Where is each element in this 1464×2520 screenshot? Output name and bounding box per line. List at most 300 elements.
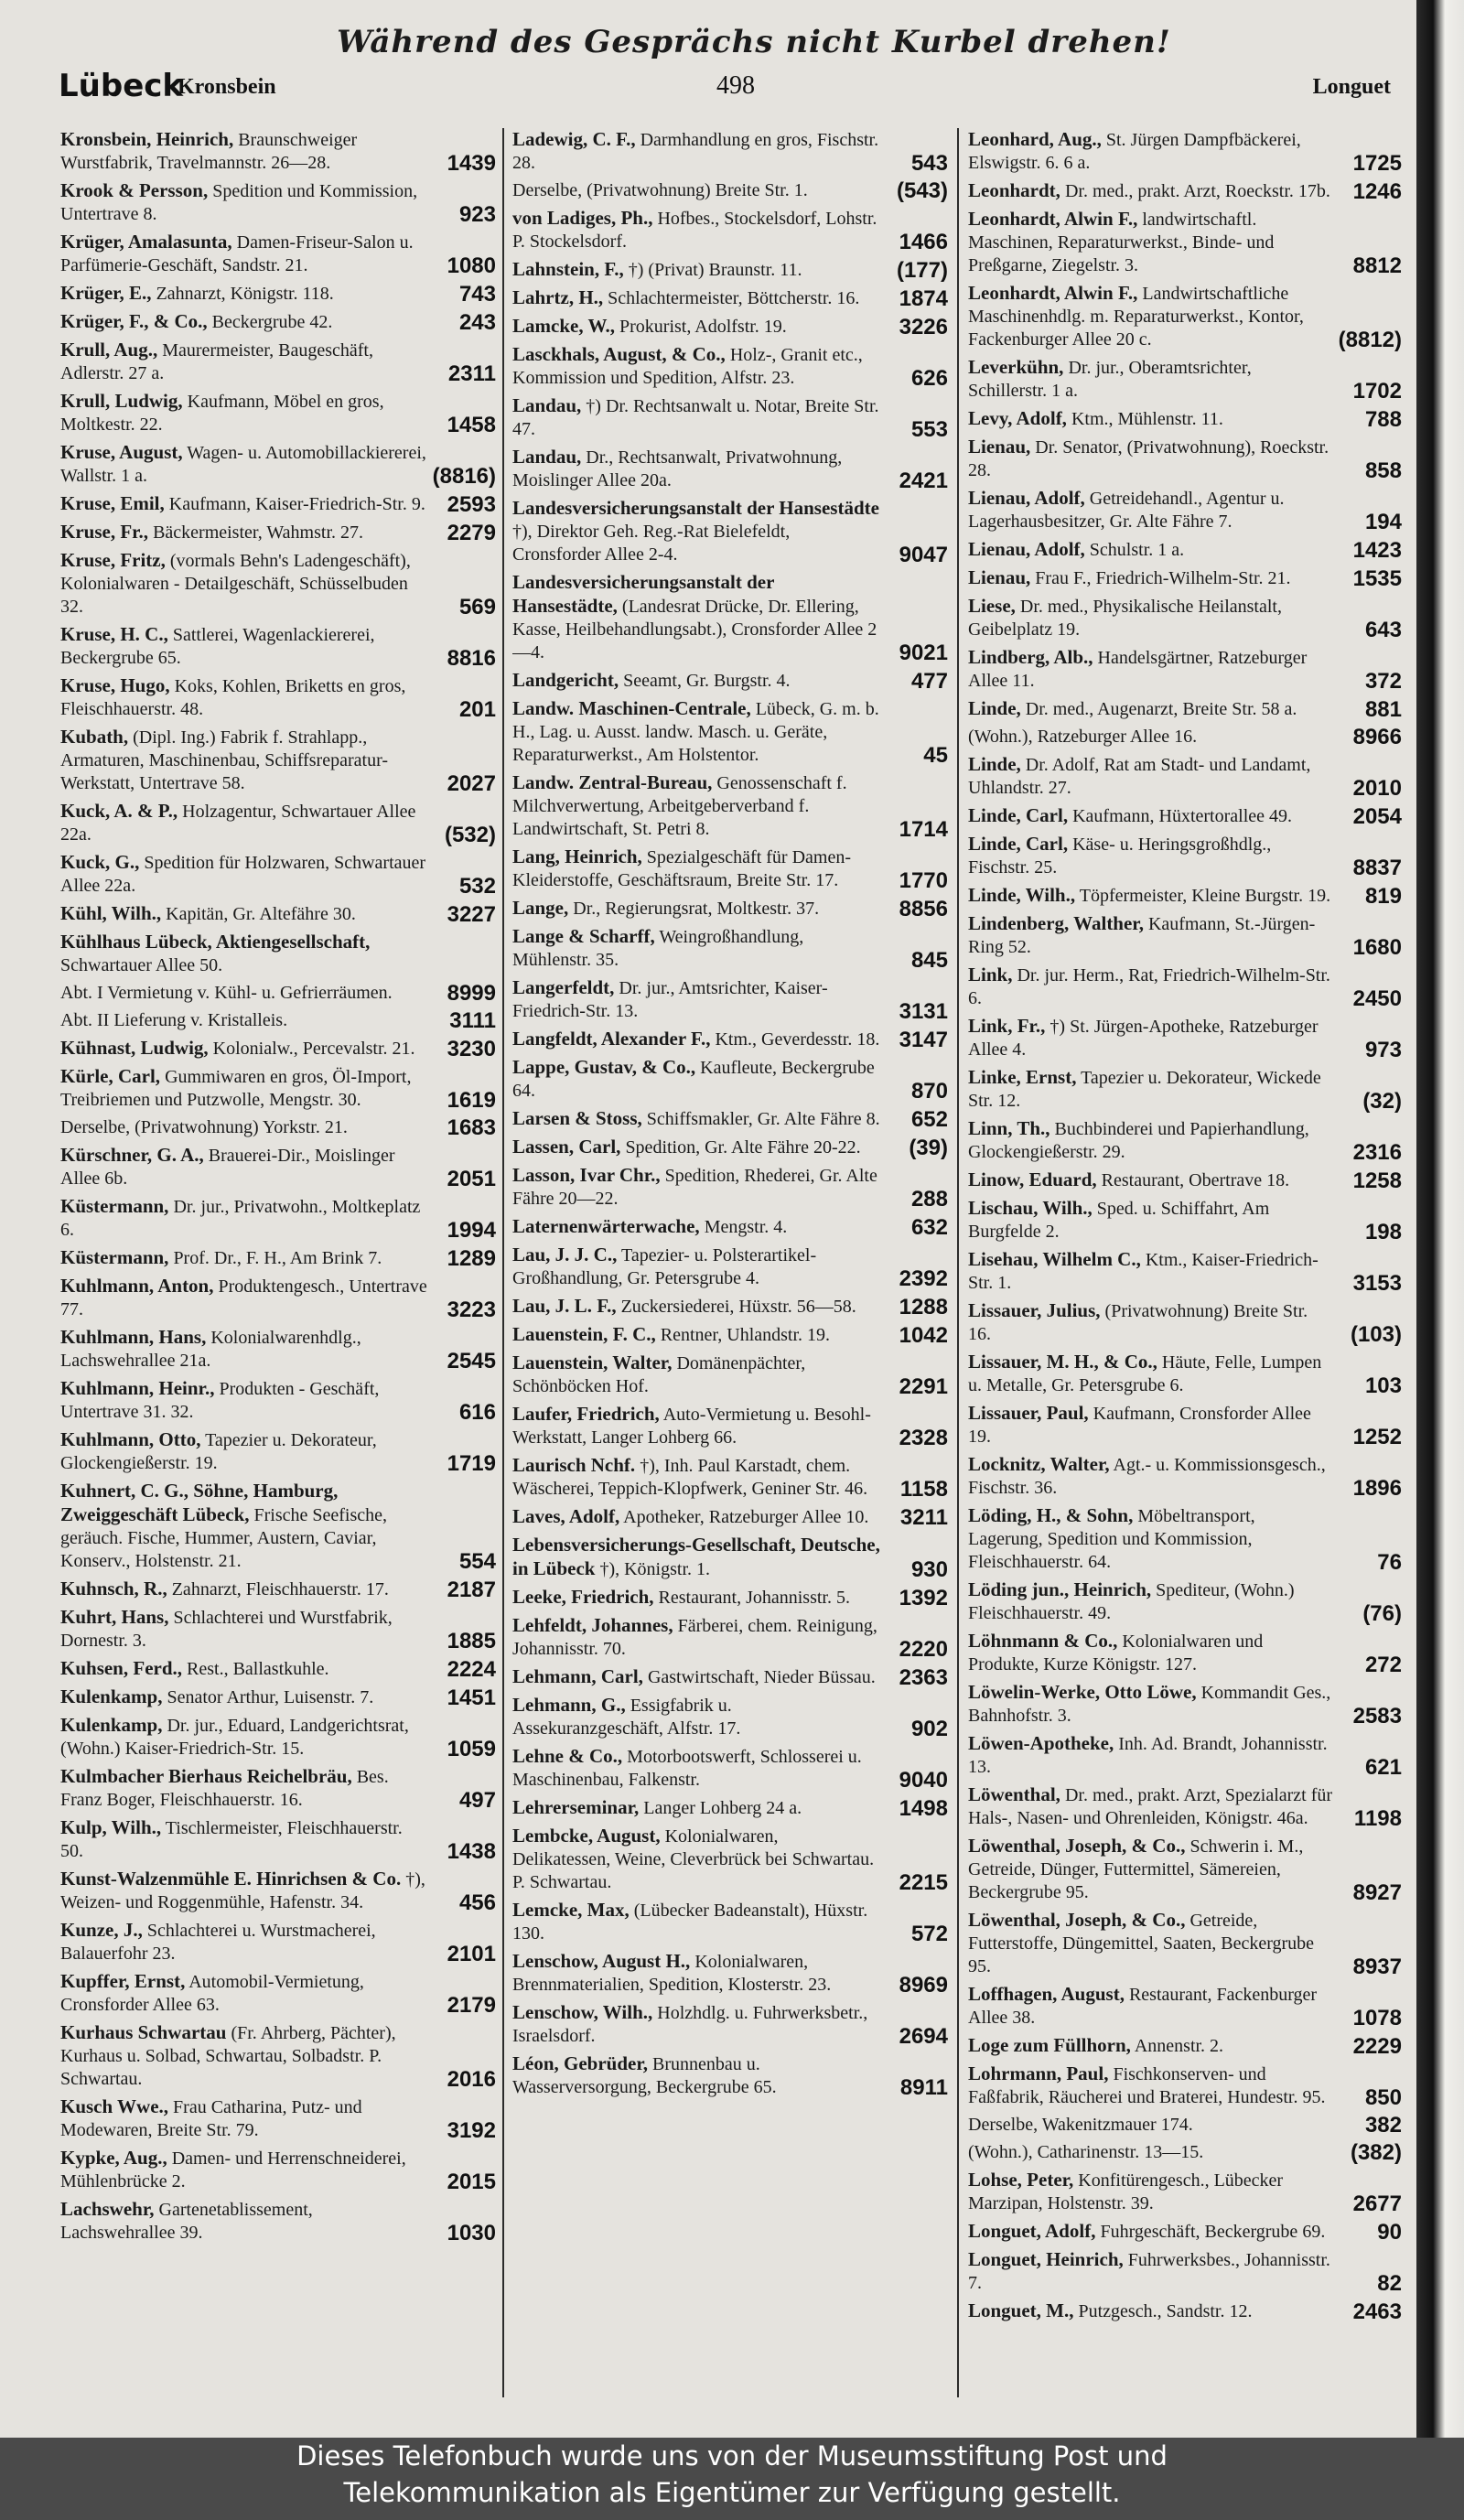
entry-details: Kaufmann, Hüxtertorallee 49. (1072, 806, 1293, 826)
entry-name: Lang, Heinrich, (512, 845, 642, 867)
directory-entry (512, 1136, 948, 1159)
entry-phone-number: 2220 (899, 1637, 948, 1662)
entry-name: Kuck, G., (60, 851, 140, 873)
entry-phone-number: (76) (1362, 1601, 1402, 1626)
entry-details: Seeamt, Gr. Burgstr. 4. (623, 671, 791, 691)
entry-details: Dr. Adolf, Rat am Stadt- und Landamt, Uhlandstr. 27. (968, 755, 1311, 798)
entry-name: Kulenkamp, (60, 1685, 163, 1707)
directory-entry (512, 845, 948, 892)
entry-details: †), Direktor Geh. Reg.-Rat Bielefeldt, Cronsforder Allee 2-4. (512, 522, 791, 565)
entry-details: Lübeck, G. m. b. H., Lag. u. Ausst. landw. Masch. u. Geräte, Reparaturwerkst., Am Holstentor. (512, 699, 879, 765)
directory-entry (968, 912, 1402, 959)
directory-entry (60, 1868, 496, 1914)
directory-entry (512, 128, 948, 175)
entry-details: (Lübecker Badeanstalt), Hüxstr. 130. (512, 1901, 868, 1944)
entry-name: Linde, (968, 753, 1021, 775)
directory-entry (968, 2220, 1402, 2244)
directory-entry (512, 897, 948, 921)
entry-phone-number: 76 (1377, 1550, 1402, 1575)
entry-details: (Dipl. Ing.) Fabrik f. Strahlapp., Armaturen, Maschinenbau, Schiffsreparatur-Werkstatt, Untertrave 58. (60, 727, 388, 793)
entry-name: Linde, Carl, (968, 833, 1069, 855)
directory-entry (60, 1816, 496, 1863)
entry-phone-number: 743 (458, 282, 496, 307)
entry-details: landwirtschaftl. Maschinen, Reparaturwerkst., Binde- und Preßgarne, Ziegelstr. 3. (968, 210, 1275, 275)
directory-entry (968, 2034, 1402, 2058)
directory-entry (60, 390, 496, 436)
directory-entry (60, 1765, 496, 1812)
directory-entry (968, 1681, 1402, 1728)
entry-name: Krook & Persson, (60, 179, 209, 201)
entry-phone-number: 45 (923, 743, 948, 768)
entry-phone-number: 82 (1377, 2271, 1402, 2296)
entry-phone-number: 850 (1364, 2085, 1402, 2110)
entry-name: Lappe, Gustav, & Co., (512, 1056, 696, 1078)
entry-name: Krüger, Amalasunta, (60, 231, 232, 253)
entry-phone-number: 1466 (899, 230, 948, 254)
entry-name: Linde, (968, 697, 1021, 719)
entry-details: Frau Catharina, Putz- und Modewaren, Breite Str. 79. (60, 2097, 362, 2140)
entry-name: Lehfeldt, Johannes, (512, 1614, 673, 1636)
entry-phone-number: 902 (910, 1717, 948, 1741)
entry-name: Kulp, Wilh., (60, 1816, 162, 1838)
directory-entry (512, 1028, 948, 1051)
entry-name: Linow, Eduard, (968, 1168, 1097, 1190)
entry-details: Prokurist, Adolfstr. 19. (619, 317, 787, 337)
entry-details: Hofbes., Stockelsdorf, Lohstr. P. Stockelsdorf. (512, 209, 877, 252)
directory-entry (512, 497, 948, 566)
entry-phone-number: 2279 (447, 521, 496, 545)
directory-entry (968, 884, 1402, 908)
directory-entry (968, 128, 1402, 175)
last-entry-guide-word: Longuet (1312, 75, 1391, 99)
entry-name: Kruse, Fritz, (60, 549, 166, 571)
entry-name: Leeke, Friedrich, (512, 1586, 654, 1608)
entry-name: Leonhardt, (968, 179, 1060, 201)
entry-phone-number: 2291 (899, 1374, 948, 1399)
entry-details: Restaurant, Obertrave 18. (1101, 1170, 1290, 1190)
entry-phone-number: 9021 (899, 641, 948, 665)
entry-phone-number: 3192 (447, 2118, 496, 2143)
entry-name: Longuet, Adolf, (968, 2220, 1096, 2242)
entry-details: Spedition und Kommission, Untertrave 8. (60, 181, 418, 224)
entry-details: Kaufmann, St.-Jürgen-Ring 52. (968, 914, 1316, 957)
entry-name: Kuhlmann, Anton, (60, 1275, 214, 1297)
entry-phone-number: 1042 (899, 1323, 948, 1348)
entry-details: Dr. med., prakt. Arzt, Roeckstr. 17b. (1064, 181, 1330, 201)
entry-details: Koks, Kohlen, Briketts en gros, Fleischhauerstr. 48. (60, 676, 406, 719)
entry-phone-number: 1498 (899, 1796, 948, 1821)
directory-entry (968, 1299, 1402, 1346)
directory-entry (60, 1009, 496, 1032)
entry-name: Lohse, Peter, (968, 2169, 1074, 2191)
entry-name: Landgericht, (512, 669, 619, 691)
entry-name: Kronsbein, Heinrich, (60, 128, 234, 150)
entry-phone-number: 8937 (1352, 1955, 1402, 1979)
page-number: 498 (716, 71, 755, 100)
directory-entry (968, 566, 1402, 590)
book-spine-edge (1416, 0, 1464, 2438)
entry-details: Restaurant, Johannisstr. 5. (658, 1588, 850, 1608)
directory-entry (512, 315, 948, 339)
directory-entry (512, 1586, 948, 1610)
directory-entry (512, 925, 948, 972)
entry-details: Dr. jur., Privatwohn., Moltkeplatz 6. (60, 1197, 421, 1240)
entry-name: Kypke, Aug., (60, 2147, 167, 2169)
entry-details: Kolonialwarenhdlg., Lachswehrallee 21a. (60, 1328, 361, 1371)
directory-entry (512, 1295, 948, 1319)
entry-details: Tapezier u. Dekorateur, Wickede Str. 12. (968, 1068, 1321, 1111)
entry-details: Spedition für Holzwaren, Schwartauer Allee 22a. (60, 853, 426, 896)
directory-entry (60, 2095, 496, 2142)
directory-entry (60, 521, 496, 544)
entry-details: Rest., Ballastkuhle. (187, 1659, 329, 1679)
entry-details: Dr., Rechtsanwalt, Privatwohnung, Moislinger Allee 20a. (512, 447, 843, 490)
directory-entry (60, 231, 496, 277)
footer-line-1: Dieses Telefonbuch wurde uns von der Museumsstiftung Post und (296, 2440, 1168, 2472)
entry-name: Kruse, Hugo, (60, 674, 170, 696)
entry-name: Lasson, Ivar Chr., (512, 1164, 661, 1186)
entry-details: †), Königstr. 1. (599, 1559, 711, 1579)
directory-entry (968, 1783, 1402, 1830)
directory-entry (512, 1825, 948, 1894)
entry-name: Kurhaus Schwartau (60, 2021, 227, 2043)
entry-phone-number: 2229 (1352, 2034, 1402, 2059)
entry-name: Lamcke, W., (512, 315, 616, 337)
directory-entry (60, 1377, 496, 1424)
entry-phone-number: 819 (1364, 884, 1402, 909)
entry-details: Gummiwaren en gros, Öl-Import, Treibriemen und Putzwolle, Mengstr. 30. (60, 1067, 412, 1110)
entry-details: Schwerin i. M., Getreide, Dünger, Futtermittel, Sämereien, Beckergrube 95. (968, 1836, 1304, 1902)
directory-entry (968, 964, 1402, 1010)
entry-details: Fuhrgeschäft, Beckergrube 69. (1100, 2222, 1326, 2242)
directory-entry (60, 1606, 496, 1653)
entry-name: Lahrtz, H., (512, 286, 604, 308)
entry-details: Kapitän, Gr. Altefähre 30. (166, 904, 356, 924)
entry-name: Lachswehr, (60, 2198, 155, 2220)
entry-details: Spediteur, (Wohn.) Fleischhauerstr. 49. (968, 1580, 1295, 1623)
directory-entry (512, 771, 948, 841)
entry-details: Darmhandlung en gros, Fischstr. 28. (512, 130, 879, 173)
directory-entry (60, 1037, 496, 1061)
entry-name: Krüger, F., & Co., (60, 310, 208, 332)
entry-name: Löwenthal, (968, 1783, 1060, 1805)
entry-phone-number: 8812 (1352, 253, 1402, 278)
entry-phone-number: 1158 (899, 1477, 948, 1502)
directory-entry (60, 128, 496, 175)
directory-entry (60, 1195, 496, 1242)
entry-phone-number: 652 (910, 1107, 948, 1132)
directory-entry (512, 179, 948, 202)
entry-details: Gartenetablissement, Lachswehrallee 39. (60, 2200, 313, 2243)
entry-name: Kubath, (60, 726, 129, 748)
entry-details: Schlachterei u. Wurstmacherei, Balauerfohr 23. (60, 1921, 376, 1964)
entry-details: Dr. med., Augenarzt, Breite Str. 58 a. (1025, 699, 1297, 719)
entry-details: Möbeltransport, Lagerung, Spedition und Kommission, Fleischhauerstr. 64. (968, 1506, 1255, 1572)
directory-entry (968, 1066, 1402, 1113)
entry-name: Loge zum Füllhorn, (968, 2034, 1131, 2056)
entry-details: Buchbinderei und Papierhandlung, Glockengießerstr. 29. (968, 1119, 1309, 1162)
entry-details: Kommandit Ges., Bahnhofstr. 3. (968, 1683, 1331, 1726)
entry-phone-number: 569 (458, 595, 496, 619)
entry-details: Tischlermeister, Fleischhauerstr. 50. (60, 1818, 403, 1861)
entry-details: Restaurant, Fackenburger Allee 38. (968, 1985, 1318, 2028)
directory-entry (60, 1428, 496, 1475)
entry-name: Lehne & Co., (512, 1745, 623, 1767)
directory-entry (60, 1919, 496, 1965)
entry-phone-number: 2179 (447, 1993, 496, 2018)
directory-entry (512, 1323, 948, 1347)
entry-name: Leonhard, Aug., (968, 128, 1102, 150)
entry-details: Maurermeister, Baugeschäft, Adlerstr. 27 a. (60, 340, 373, 383)
directory-entry (60, 931, 496, 977)
entry-phone-number: 8969 (899, 1973, 948, 1998)
entry-phone-number: 198 (1364, 1220, 1402, 1244)
directory-entry (60, 1714, 496, 1761)
entry-phone-number: 1535 (1352, 566, 1402, 591)
directory-entry (968, 1578, 1402, 1625)
directory-entry (968, 2114, 1402, 2137)
entry-details: Holzhdlg. u. Fuhrwerksbetr., Israelsdorf. (512, 2003, 868, 2046)
entry-name: Küstermann, (60, 1195, 169, 1217)
entry-name: Kuhrt, Hans, (60, 1606, 169, 1628)
entry-phone-number: 8816 (447, 646, 496, 671)
entry-phone-number: (382) (1350, 2140, 1402, 2165)
directory-entry (968, 697, 1402, 721)
entry-phone-number: 1885 (447, 1629, 496, 1653)
entry-details: Apotheker, Ratzeburger Allee 10. (623, 1507, 869, 1527)
entry-name: Kuhlmann, Heinr., (60, 1377, 215, 1399)
entry-name: Lissauer, Paul, (968, 1402, 1089, 1424)
entry-details: Inh. Ad. Brandt, Johannisstr. 13. (968, 1734, 1328, 1777)
entry-phone-number: (39) (909, 1136, 948, 1160)
directory-entry (512, 976, 948, 1023)
entry-phone-number: 930 (910, 1557, 948, 1582)
directory-entry (968, 595, 1402, 641)
entry-name: Kuhnsch, R., (60, 1578, 167, 1599)
entry-phone-number: 2583 (1352, 1704, 1402, 1728)
directory-entry (60, 282, 496, 306)
entry-phone-number: 1439 (447, 151, 496, 176)
entry-name: Kruse, August, (60, 441, 183, 463)
entry-phone-number: 3226 (899, 315, 948, 339)
entry-details: Senator Arthur, Luisenstr. 7. (167, 1687, 374, 1707)
entry-details: Schulstr. 1 a. (1089, 540, 1185, 560)
directory-entry (60, 1578, 496, 1601)
entry-name: Langfeldt, Alexander F., (512, 1028, 711, 1050)
entry-name: Lehmann, Carl, (512, 1665, 643, 1687)
entry-details: Spedition, Rhederei, Gr. Alte Fähre 20—22. (512, 1166, 877, 1209)
entry-details: Dr. jur., Oberamtsrichter, Schillerstr. 1 a. (968, 358, 1252, 401)
entry-name: Lauenstein, F. C., (512, 1323, 656, 1345)
directory-entry (512, 2052, 948, 2099)
entry-name: Lauenstein, Walter, (512, 1352, 673, 1373)
entry-phone-number: 2463 (1352, 2299, 1402, 2324)
entry-phone-number: 8999 (447, 981, 496, 1006)
entry-name: Kuhlmann, Hans, (60, 1326, 207, 1348)
directory-entry (512, 697, 948, 767)
entry-details: Fischkonserven- und Faßfabrik, Räucherei und Braterei, Hundestr. 95. (968, 2064, 1326, 2107)
entry-details: Zahnarzt, Königstr. 118. (156, 284, 334, 304)
entry-name: Landw. Zentral-Bureau, (512, 771, 713, 793)
directory-entry (60, 800, 496, 846)
entry-details: Kolonialwaren, Brennmaterialien, Spedition, Klosterstr. 23. (512, 1952, 832, 1995)
entry-details: Damen-Friseur-Salon u. Parfümerie-Geschäft, Sandstr. 21. (60, 232, 414, 275)
directory-entry (512, 1745, 948, 1792)
directory-entry (968, 487, 1402, 533)
entry-phone-number: 2054 (1352, 804, 1402, 829)
entry-name: Landw. Maschinen-Centrale, (512, 697, 751, 719)
entry-details: (Fr. Ahrberg, Pächter), Kurhaus u. Solbad, Schwartau, Solbadstr. P. Schwartau. (60, 2023, 396, 2089)
directory-entry (512, 1694, 948, 1740)
entry-details: Brauerei-Dir., Moislinger Allee 6b. (60, 1146, 395, 1189)
entry-name: Leonhardt, Alwin F., (968, 208, 1138, 230)
entry-phone-number: 194 (1364, 510, 1402, 534)
directory-entry (60, 902, 496, 926)
entry-phone-number: 372 (1364, 669, 1402, 694)
directory-entry (60, 982, 496, 1005)
entry-phone-number: 90 (1377, 2220, 1402, 2245)
entry-name: Kupffer, Ernst, (60, 1970, 186, 1992)
directory-entry (512, 286, 948, 310)
entry-name: Kruse, Emil, (60, 492, 165, 514)
directory-entry (512, 343, 948, 390)
entry-name: Liese, (968, 595, 1016, 617)
directory-entry (512, 1950, 948, 1997)
entry-phone-number: 2051 (447, 1167, 496, 1191)
entry-name: Kuck, A. & P., (60, 800, 178, 822)
entry-name: Lange & Scharff, (512, 925, 655, 947)
entry-name: Lasckhals, August, & Co., (512, 343, 726, 365)
entry-name: Lienau, (968, 566, 1031, 588)
entry-details: Kolonialwaren und Produkte, Kurze Königstr. 127. (968, 1632, 1264, 1675)
page-header (59, 24, 1413, 106)
entry-details: Weingroßhandlung, Mühlenstr. 35. (512, 927, 804, 970)
entry-name: Kulmbacher Bierhaus Reichelbräu, (60, 1765, 352, 1787)
directory-entry (968, 356, 1402, 403)
directory-entry (60, 492, 496, 516)
directory-entry (968, 208, 1402, 277)
entry-phone-number: 2421 (899, 468, 948, 493)
entry-name: Krull, Ludwig, (60, 390, 183, 412)
entry-details: †), Weizen- und Roggenmühle, Hafenstr. 34. (60, 1869, 425, 1912)
entry-name: Lienau, Adolf, (968, 538, 1085, 560)
entry-details: Dr. med., Physikalische Heilanstalt, Geibelplatz 19. (968, 597, 1282, 640)
entry-phone-number: 1030 (447, 2221, 496, 2245)
entry-name: Laufer, Friedrich, (512, 1403, 660, 1425)
directory-entry (512, 2001, 948, 2048)
directory-entry (968, 2062, 1402, 2109)
entry-phone-number: 288 (910, 1187, 948, 1212)
entry-phone-number: 632 (910, 1215, 948, 1240)
entry-name: Langerfeldt, (512, 976, 615, 998)
entry-phone-number: 3131 (899, 999, 948, 1024)
directory-entry (60, 1326, 496, 1373)
column-divider (957, 128, 959, 2397)
directory-entry (512, 1454, 948, 1501)
entry-details: Ktm., Kaiser-Friedrich-Str. 1. (968, 1250, 1319, 1293)
entry-name: Loffhagen, August, (968, 1983, 1125, 2005)
entry-name: Löding, H., & Sohn, (968, 1504, 1134, 1526)
entry-details: Schwartauer Allee 50. (60, 955, 223, 975)
entry-phone-number: 497 (458, 1788, 496, 1813)
entry-name: Kunst-Walzenmühle E. Hinrichsen & Co. (60, 1868, 402, 1890)
entry-details: Sattlerei, Wagenlackiererei, Beckergrube 65. (60, 625, 375, 668)
entry-phone-number: 2450 (1352, 986, 1402, 1011)
entry-name: Landau, (512, 446, 582, 468)
entry-name: Kruse, H. C., (60, 623, 168, 645)
entry-name: Longuet, Heinrich, (968, 2248, 1124, 2270)
entry-phone-number: 243 (458, 310, 496, 335)
entry-details: Konfitürengesch., Lübecker Marzipan, Holstenstr. 39. (968, 2170, 1284, 2213)
entry-phone-number: 2694 (899, 2024, 948, 2049)
entry-phone-number: (543) (896, 178, 948, 203)
entry-name: Linde, Wilh., (968, 884, 1076, 906)
entry-phone-number: (8816) (432, 464, 496, 489)
entry-details: Brunnenbau u. Wasserversorgung, Beckergrube 65. (512, 2054, 777, 2097)
entry-details: Dr. jur., Amtsrichter, Kaiser-Friedrich-Str. 13. (512, 978, 828, 1021)
directory-entry (60, 1246, 496, 1270)
entry-phone-number: 616 (458, 1400, 496, 1425)
entry-name: Lembcke, August, (512, 1825, 661, 1847)
entry-name: Lohrmann, Paul, (968, 2062, 1109, 2084)
entry-name: Landesversicherungsanstalt der Hansestädte (512, 497, 879, 519)
entry-phone-number: 9047 (899, 543, 948, 567)
entry-name: Krull, Aug., (60, 339, 158, 361)
entry-details: (Wohn.), Ratzeburger Allee 16. (968, 727, 1198, 747)
entry-details: Abt. I Vermietung v. Kühl- u. Gefrierräumen. (60, 983, 393, 1003)
column-divider (502, 128, 504, 2397)
directory-entry (60, 1275, 496, 1321)
entry-details: Kolonialw., Percevalstr. 21. (212, 1039, 415, 1059)
entry-phone-number: 1438 (447, 1839, 496, 1864)
entry-phone-number: (103) (1350, 1322, 1402, 1347)
directory-entry (60, 179, 496, 226)
entry-phone-number: 1680 (1352, 935, 1402, 960)
entry-name: Lindberg, Alb., (968, 646, 1093, 668)
entry-name: Lisehau, Wilhelm C., (968, 1248, 1141, 1270)
entry-details: †) St. Jürgen-Apotheke, Ratzeburger Allee 4. (968, 1017, 1319, 1060)
entry-phone-number: 1714 (899, 817, 948, 842)
entry-phone-number: 1078 (1352, 2006, 1402, 2030)
entry-phone-number: 2015 (447, 2170, 496, 2194)
directory-entry (60, 549, 496, 619)
entry-details: Produktengesch., Untertrave 77. (60, 1276, 427, 1319)
entry-phone-number: 1423 (1352, 538, 1402, 563)
entry-details: Annenstr. 2. (1134, 2036, 1224, 2056)
entry-details: Käse- u. Heringsgroßhdlg., Fischstr. 25. (968, 835, 1272, 878)
entry-phone-number: 1725 (1352, 151, 1402, 176)
entry-details: Kaufleute, Beckergrube 64. (512, 1058, 875, 1101)
entry-details: Bäckermeister, Wahmstr. 27. (153, 522, 364, 543)
directory-entry (968, 833, 1402, 879)
entry-name: Lissauer, M. H., & Co., (968, 1351, 1157, 1373)
directory-entry (968, 1248, 1402, 1295)
entry-phone-number: 2392 (899, 1266, 948, 1291)
entry-phone-number: (177) (896, 258, 948, 283)
entry-details: Bes. Franz Boger, Fleischhauerstr. 16. (60, 1767, 389, 1810)
directory-entry (968, 1909, 1402, 1978)
entry-phone-number: 1289 (447, 1246, 496, 1271)
entry-name: Küstermann, (60, 1246, 169, 1268)
directory-entry (512, 1899, 948, 1945)
first-entry-guide-word: Kronsbein (178, 75, 276, 99)
directory-entry (60, 1970, 496, 2017)
directory-entry (512, 1164, 948, 1211)
entry-phone-number: 456 (458, 1890, 496, 1915)
entry-phone-number: 1252 (1352, 1425, 1402, 1449)
directory-entry (512, 1505, 948, 1529)
entry-phone-number: 3153 (1352, 1271, 1402, 1296)
